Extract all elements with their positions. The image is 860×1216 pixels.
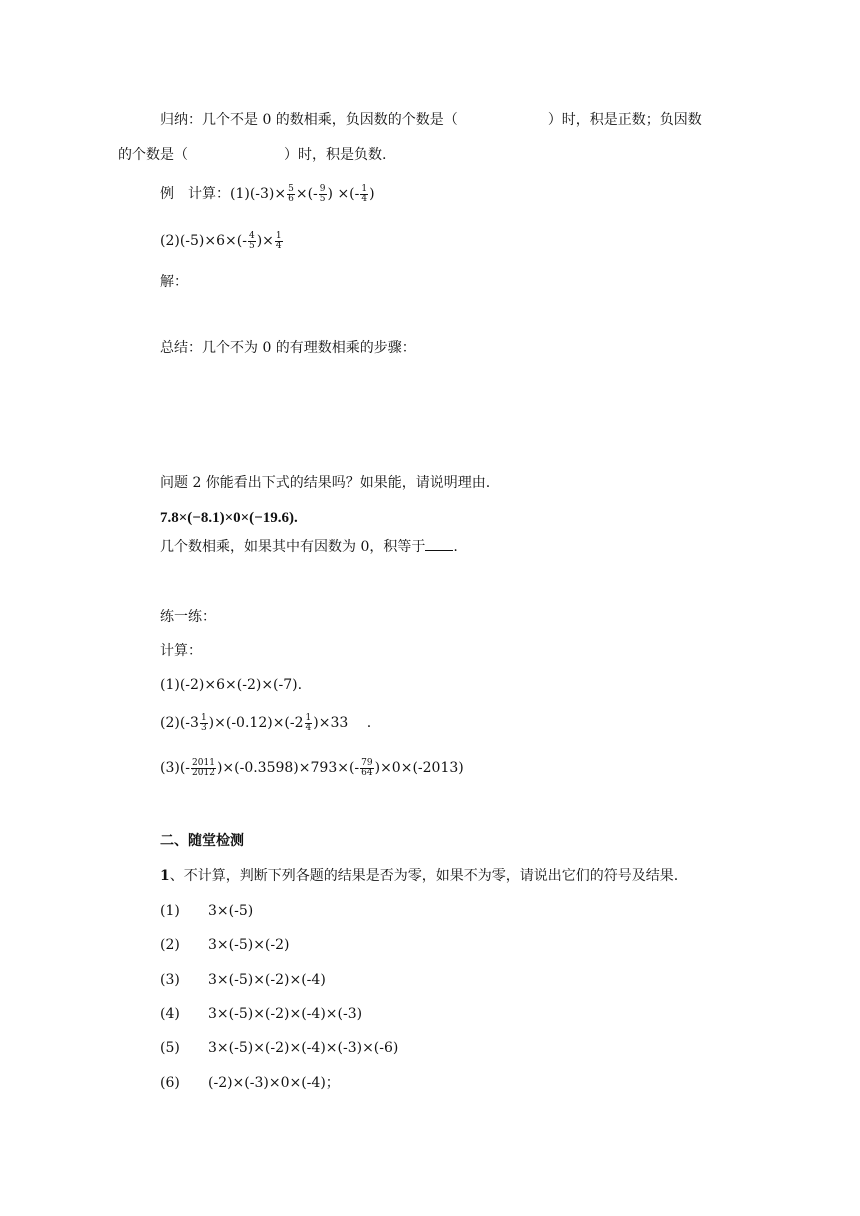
check-item-expression: 3×(-5)×(-2)×(-4)×(-3)×(-6) [208, 1040, 399, 1056]
check-item [160, 901, 253, 921]
fraction-denominator: 5 [248, 240, 255, 251]
fraction [360, 185, 368, 204]
practice-question-2 [160, 713, 371, 733]
induction-text-2: ）时，积是正数；负因数 [547, 112, 702, 128]
check-item-expression: 3×(-5) [208, 903, 254, 919]
question-text: 、不计算，判断下列各题的结果是否为零，如果不为零，请说出它们的符号及结果. [169, 868, 679, 884]
fraction-numerator: 1 [275, 230, 282, 241]
check-item [160, 1038, 398, 1058]
fraction-denominator: 3 [200, 722, 207, 733]
induction-text-1: 归纳：几个不是 0 的数相乘，负因数的个数是（ [160, 112, 458, 128]
expr-text: )×0×(-2013) [374, 760, 464, 776]
question2-expression: 7.8×(−8.1)×0×(−19.6). [160, 510, 298, 526]
question2-rule [160, 536, 458, 557]
induction-line-2 [118, 145, 386, 165]
question2-text: 问题 2 你能看出下式的结果吗？如果能，请说明理由. [160, 475, 491, 491]
check-item-label: (5) [160, 1040, 180, 1056]
fraction [191, 759, 216, 778]
fraction-denominator: 4 [361, 193, 368, 204]
expr-text: )×33 . [313, 715, 372, 731]
check-item [160, 970, 326, 990]
fraction-numerator: 5 [288, 183, 294, 194]
check-item-label: (6) [160, 1075, 180, 1091]
fraction-numerator: 1 [361, 183, 368, 194]
expr-text: ×(- [295, 186, 318, 202]
fraction-numerator: 1 [200, 712, 207, 723]
check-item-expression: 3×(-5)×(-2) [208, 937, 290, 953]
fraction [319, 185, 327, 204]
induction-line-1 [160, 110, 702, 130]
fraction-denominator: 6 [288, 193, 294, 204]
fraction [305, 714, 313, 733]
fraction [287, 185, 295, 204]
practice-calc-label: 计算： [160, 643, 202, 659]
check-item-expression: 3×(-5)×(-2)×(-4)×(-3) [208, 1006, 363, 1022]
fraction [275, 232, 283, 251]
practice-question-3 [160, 758, 464, 778]
fraction-denominator: 2012 [192, 767, 215, 778]
check-item-label: (1) [160, 903, 180, 919]
rule-text: . [453, 539, 458, 555]
fraction-denominator: 5 [319, 193, 326, 204]
solution-label: 解： [160, 274, 188, 290]
section2-question-1 [160, 866, 678, 886]
induction-text-4: ）时，积是负数. [284, 147, 387, 163]
expr-text: (1)(-3)× [230, 186, 287, 202]
check-item-label: (4) [160, 1006, 180, 1022]
fraction [248, 232, 256, 251]
check-item-expression: (-2)×(-3)×0×(-4)； [208, 1075, 340, 1091]
fraction-numerator: 9 [319, 183, 326, 194]
example-line-2 [160, 231, 284, 251]
check-item-label: (3) [160, 972, 180, 988]
expr-text: ) ×(- [327, 186, 360, 202]
check-item [160, 1004, 362, 1024]
practice-question-1: (1)(-2)×6×(-2)×(-7). [160, 677, 303, 693]
fraction [200, 714, 208, 733]
check-item-expression: 3×(-5)×(-2)×(-4) [208, 972, 326, 988]
check-item [160, 1073, 340, 1093]
fraction-numerator: 79 [361, 757, 373, 768]
expr-text: (2)(-3 [160, 715, 199, 731]
practice-title: 练一练： [160, 609, 216, 625]
fraction-numerator: 2011 [192, 757, 215, 768]
expr-text: )×(-0.3598)×793×(- [216, 760, 360, 776]
question-number: 1 [160, 868, 170, 884]
check-item [160, 935, 290, 955]
example-line-1 [160, 184, 375, 204]
fraction-denominator: 64 [361, 767, 373, 778]
expr-text: )× [256, 233, 274, 249]
expr-text: (3)(- [160, 760, 191, 776]
fraction-numerator: 4 [248, 230, 255, 241]
fraction-denominator: 4 [305, 722, 312, 733]
check-item-label: (2) [160, 937, 180, 953]
fraction-denominator: 4 [275, 240, 282, 251]
fraction-numerator: 1 [305, 712, 312, 723]
fraction [360, 759, 373, 778]
answer-blank [425, 536, 453, 551]
section2-title: 二、随堂检测 [160, 833, 244, 849]
expr-text: )×(-0.12)×(-2 [208, 715, 304, 731]
rule-text: 几个数相乘，如果其中有因数为 0，积等于 [160, 539, 426, 555]
example-label: 例 计算： [160, 186, 230, 202]
summary-text: 总结：几个不为 0 的有理数相乘的步骤： [160, 340, 416, 356]
induction-text-3: 的个数是（ [118, 147, 188, 163]
expr-text: (2)(-5)×6×(- [160, 233, 247, 249]
expr-text: ) [369, 186, 375, 202]
